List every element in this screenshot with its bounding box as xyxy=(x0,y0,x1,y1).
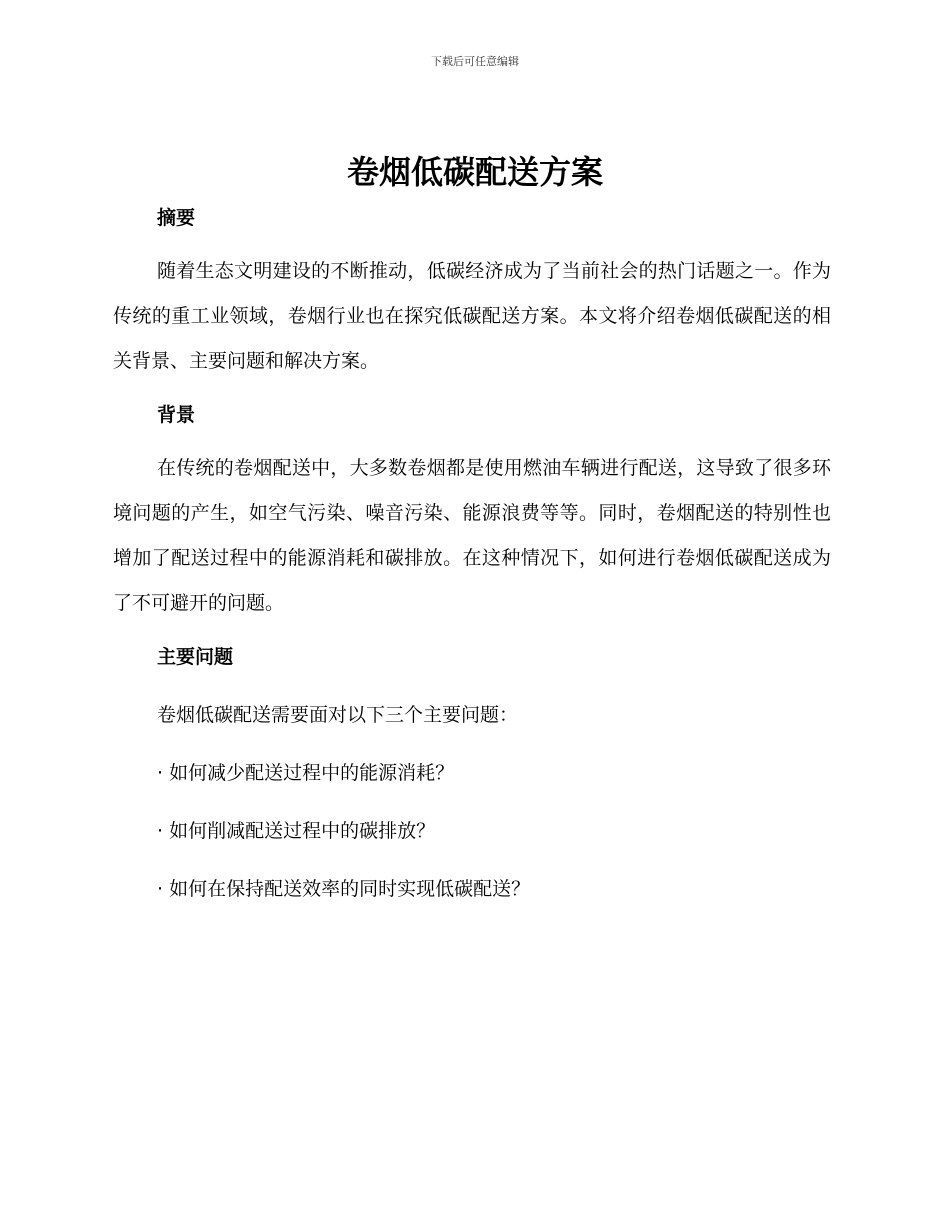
background-paragraph: 在传统的卷烟配送中，大多数卷烟都是使用燃油车辆进行配送，这导致了很多环境问题的产生，如空气污染、噪音污染、能源浪费等等。同时，卷烟配送的特别性也增加了配送过程中的能源消耗和碳排放。在这种情况下，如何进行卷烟低碳配送成为了不可避开的问题。 xyxy=(113,457,831,614)
section-heading-abstract: 摘要 xyxy=(157,207,196,229)
section-heading-background: 背景 xyxy=(157,404,196,426)
abstract-paragraph: 随着生态文明建设的不断推动，低碳经济成为了当前社会的热门话题之一。作为传统的重工业领域，卷烟行业也在探究低碳配送方案。本文将介绍卷烟低碳配送的相关背景、主要问题和解决方案。 xyxy=(113,260,831,372)
document-title: 卷烟低碳配送方案 xyxy=(346,153,603,191)
document-body xyxy=(113,204,831,903)
list-item: · 如何削减配送过程中的碳排放？ xyxy=(157,820,436,842)
list-item: · 如何在保持配送效率的同时实现低碳配送？ xyxy=(157,878,531,900)
problems-intro: 卷烟低碳配送需要面对以下三个主要问题： xyxy=(157,704,519,726)
list-item: · 如何减少配送过程中的能源消耗？ xyxy=(157,762,455,784)
header-note: 下载后可任意编辑 xyxy=(431,55,519,68)
section-heading-problems: 主要问题 xyxy=(157,646,234,668)
